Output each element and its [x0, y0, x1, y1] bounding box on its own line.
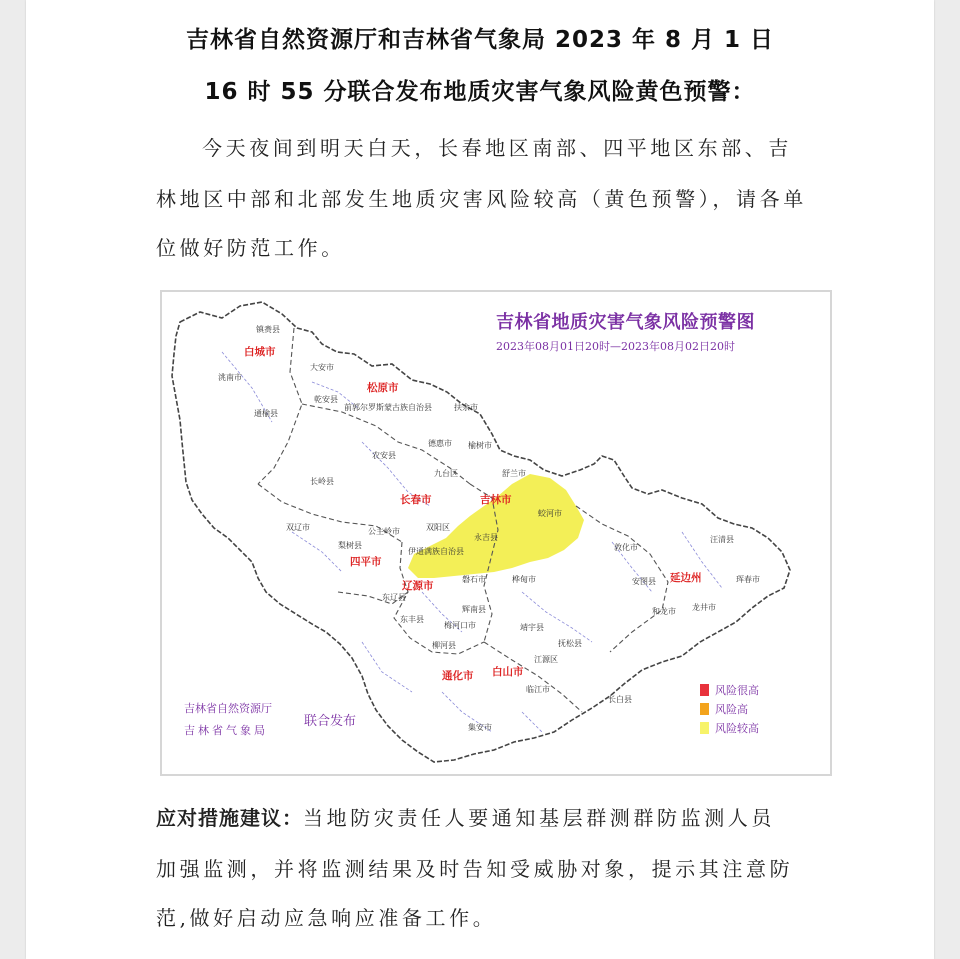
legend-swatch-yellow: [700, 722, 709, 734]
legend-high: [700, 701, 748, 717]
county-label: 前郭尔罗斯蒙古族自治县: [344, 403, 432, 412]
advice-line-3: 范,做好启动应急响应准备工作。: [156, 906, 497, 930]
legend-very-high: [700, 682, 759, 698]
county-label: 长岭县: [310, 477, 334, 486]
county-label: 大安市: [310, 363, 334, 372]
legend-label: 风险较高: [715, 722, 759, 735]
city-label: 延边州: [670, 572, 702, 584]
county-label: 九台区: [434, 469, 458, 478]
legend-label: 风险很高: [715, 684, 759, 697]
county-label: 安图县: [632, 577, 656, 586]
county-label: 通榆县: [254, 409, 278, 418]
county-label: 扶余市: [454, 403, 478, 412]
issuer-line-2: 吉林省气象局: [184, 724, 268, 737]
city-label: 松原市: [367, 382, 399, 394]
county-label: 梅河口市: [444, 621, 476, 630]
map-title: 吉林省地质灾害气象风险预警图: [496, 312, 755, 333]
county-label: 乾安县: [314, 395, 338, 404]
county-label: 舒兰市: [502, 469, 526, 478]
city-label: 长春市: [400, 494, 432, 506]
city-label: 辽源市: [402, 580, 434, 592]
map-subtitle: 2023年08月01日20时—2023年08月02日20时: [496, 340, 735, 353]
county-label: 梨树县: [338, 541, 362, 550]
county-label: 敦化市: [614, 543, 638, 552]
county-label: 永吉县: [474, 533, 498, 542]
county-label: 东辽县: [382, 593, 406, 602]
title-line-1: 吉林省自然资源厅和吉林省气象局 2023 年 8 月 1 日: [185, 27, 775, 53]
paragraph-line-1: 今天夜间到明天白天，长春地区南部、四平地区东部、吉: [202, 136, 792, 160]
county-label: 洮南市: [218, 373, 242, 382]
advice-lead: 应对措施建议：: [156, 806, 303, 830]
city-label: 四平市: [350, 556, 382, 568]
county-label: 东丰县: [400, 615, 424, 624]
county-label: 磐石市: [462, 575, 486, 584]
county-label: 龙井市: [692, 603, 716, 612]
county-label: 汪清县: [710, 535, 734, 544]
city-label: 白山市: [492, 666, 524, 678]
county-label: 和龙市: [652, 607, 676, 616]
county-label: 抚松县: [558, 639, 582, 648]
county-label: 农安县: [372, 451, 396, 460]
legend-relatively-high: [700, 720, 759, 736]
city-label: 吉林市: [480, 494, 512, 506]
county-label: 集安市: [468, 723, 492, 732]
legend-label: 风险高: [715, 703, 748, 716]
county-label: 长白县: [608, 695, 632, 704]
issuer-line-1: 吉林省自然资源厅: [184, 702, 272, 715]
county-label: 柳河县: [432, 641, 456, 650]
county-label: 双辽市: [286, 523, 310, 532]
county-label: 德惠市: [428, 439, 452, 448]
risk-warning-map: [160, 290, 832, 776]
county-label: 临江市: [526, 685, 550, 694]
document-page: [26, 0, 934, 959]
city-label: 通化市: [442, 670, 474, 682]
legend-swatch-orange: [700, 703, 709, 715]
county-label: 伊通满族自治县: [408, 547, 464, 556]
county-label: 榆树市: [468, 441, 492, 450]
title-line-2: 16 时 55 分联合发布地质灾害气象风险黄色预警：: [204, 79, 756, 105]
county-label: 蛟河市: [538, 509, 562, 518]
county-label: 靖宇县: [520, 623, 544, 632]
county-label: 珲春市: [736, 575, 760, 584]
county-label: 桦甸市: [512, 575, 536, 584]
joint-release-label: 联合发布: [304, 714, 357, 729]
legend-swatch-red: [700, 684, 709, 696]
county-label: 双阳区: [426, 523, 450, 532]
county-label: 江源区: [534, 655, 558, 664]
advice-line-1: [156, 802, 846, 831]
county-label: 公主岭市: [368, 527, 400, 536]
county-label: 镇赉县: [256, 325, 280, 334]
paragraph-line-3: 位做好防范工作。: [156, 236, 345, 260]
advice-line-1-text: 当地防灾责任人要通知基层群测群防监测人员: [303, 806, 775, 830]
city-label: 白城市: [244, 346, 276, 358]
advice-line-2: 加强监测，并将监测结果及时告知受威胁对象，提示其注意防: [156, 857, 794, 881]
county-label: 辉南县: [462, 605, 486, 614]
paragraph-line-2: 林地区中部和北部发生地质灾害风险较高（黄色预警），请各单: [156, 187, 807, 211]
